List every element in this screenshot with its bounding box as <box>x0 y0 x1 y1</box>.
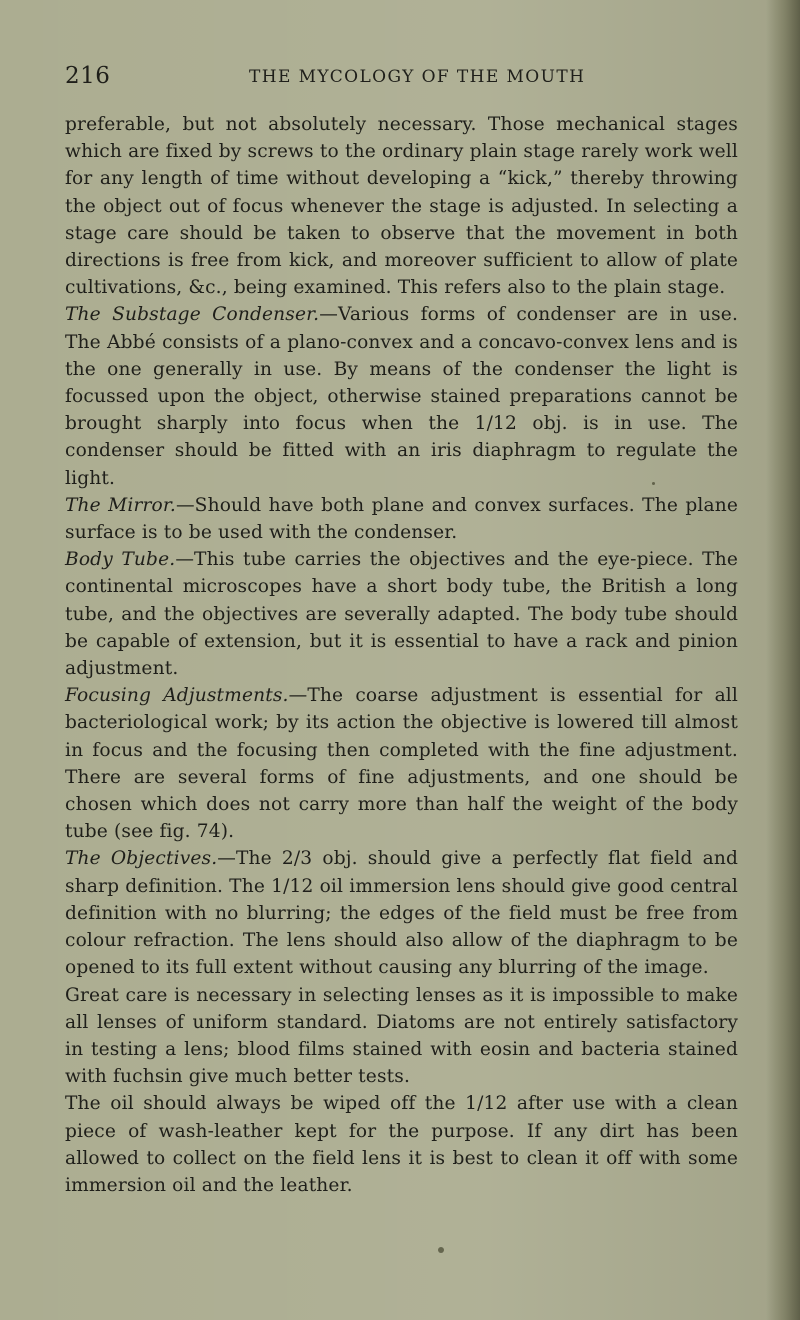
paragraph-heading: Body Tube. <box>65 549 176 571</box>
paragraph <box>65 845 738 981</box>
paragraph <box>65 982 738 1091</box>
paragraph-text: —Should have both plane and convex surfaces. The plane surface is to be used with the condenser. <box>65 494 738 544</box>
paragraph-text: —Various forms of condenser are in use. The Abbé consists of a plano-convex and a concavo-convex lens and is the one generally in use. By means of the condenser the light is focussed upon the object, otherwise stained preparations cannot be brought sharply into focus when the 1/12 obj. is in use. The condenser should be fitted with an iris diaphragm to regulate the light. <box>65 304 738 489</box>
paragraph-heading: The Mirror. <box>65 494 176 516</box>
paragraph-text: The oil should always be wiped off the 1/12 after use with a clean piece of wash-leather kept for the purpose. If any dirt has been allowed to collect on the field lens it is best to clean it off with some immersion oil and the leather. <box>65 1093 738 1196</box>
paragraph-heading: The Substage Condenser. <box>65 304 320 326</box>
body-text <box>65 111 738 1199</box>
paragraph-text: —The coarse adjustment is essential for all bacteriological work; by its action the objective is lowered till almost in focus and the focusing then completed with the fine adjustment. There are several forms of fine adjustments, and one should be chosen which does not carry more than half the weight of the body tube (see fig. 74). <box>65 685 739 843</box>
running-head: THE MYCOLOGY OF THE MOUTH <box>249 67 586 87</box>
page-number: 216 <box>65 63 111 89</box>
paragraph-text: —This tube carries the objectives and the eye-piece. The continental microscopes have a short body tube, the British a long tube, and the objectives are severally adapted. The body tube should be capable of extension, but it is essential to have a rack and pinion adjustment. <box>65 549 739 680</box>
paragraph <box>65 682 738 845</box>
paragraph-heading: Focusing Adjustments. <box>65 685 289 707</box>
page-header <box>65 63 765 91</box>
paragraph-text: Great care is necessary in selecting lenses as it is impossible to make all lenses of uniform standard. Diatoms are not entirely satisfactory in testing a lens; blood films stained with eosin and bacteria stained with fuchsin give much better tests. <box>65 984 738 1088</box>
paragraph <box>65 111 738 301</box>
paragraph <box>65 301 738 491</box>
paragraph <box>65 1090 738 1199</box>
ink-speck <box>652 482 655 485</box>
paragraph-text: —The 2/3 obj. should give a perfectly flat field and sharp definition. The 1/12 oil immersion lens should give good central definition with no blurring; the edges of the field must be free from colour refraction. The lens should also allow of the diaphragm to be opened to its full extent without causing any blurring of the image. <box>65 848 738 979</box>
paragraph <box>65 546 738 682</box>
ink-speck <box>438 1247 444 1253</box>
page-edge-shadow <box>766 0 800 1320</box>
paragraph-heading: The Objectives. <box>65 848 218 870</box>
paragraph <box>65 492 738 546</box>
paragraph-text: preferable, but not absolutely necessary. Those mechanical stages which are fixed by screws to the ordinary plain stage rarely work well for any length of time without developing a “kick,” thereby throwing the object out of focus whenever the stage is adjusted. In selecting a stage care should be taken to observe that the movement in both directions is free from kick, and moreover sufficient to allow of plate cultivations, &c., being examined. This refers also to the plain stage. <box>65 114 738 299</box>
